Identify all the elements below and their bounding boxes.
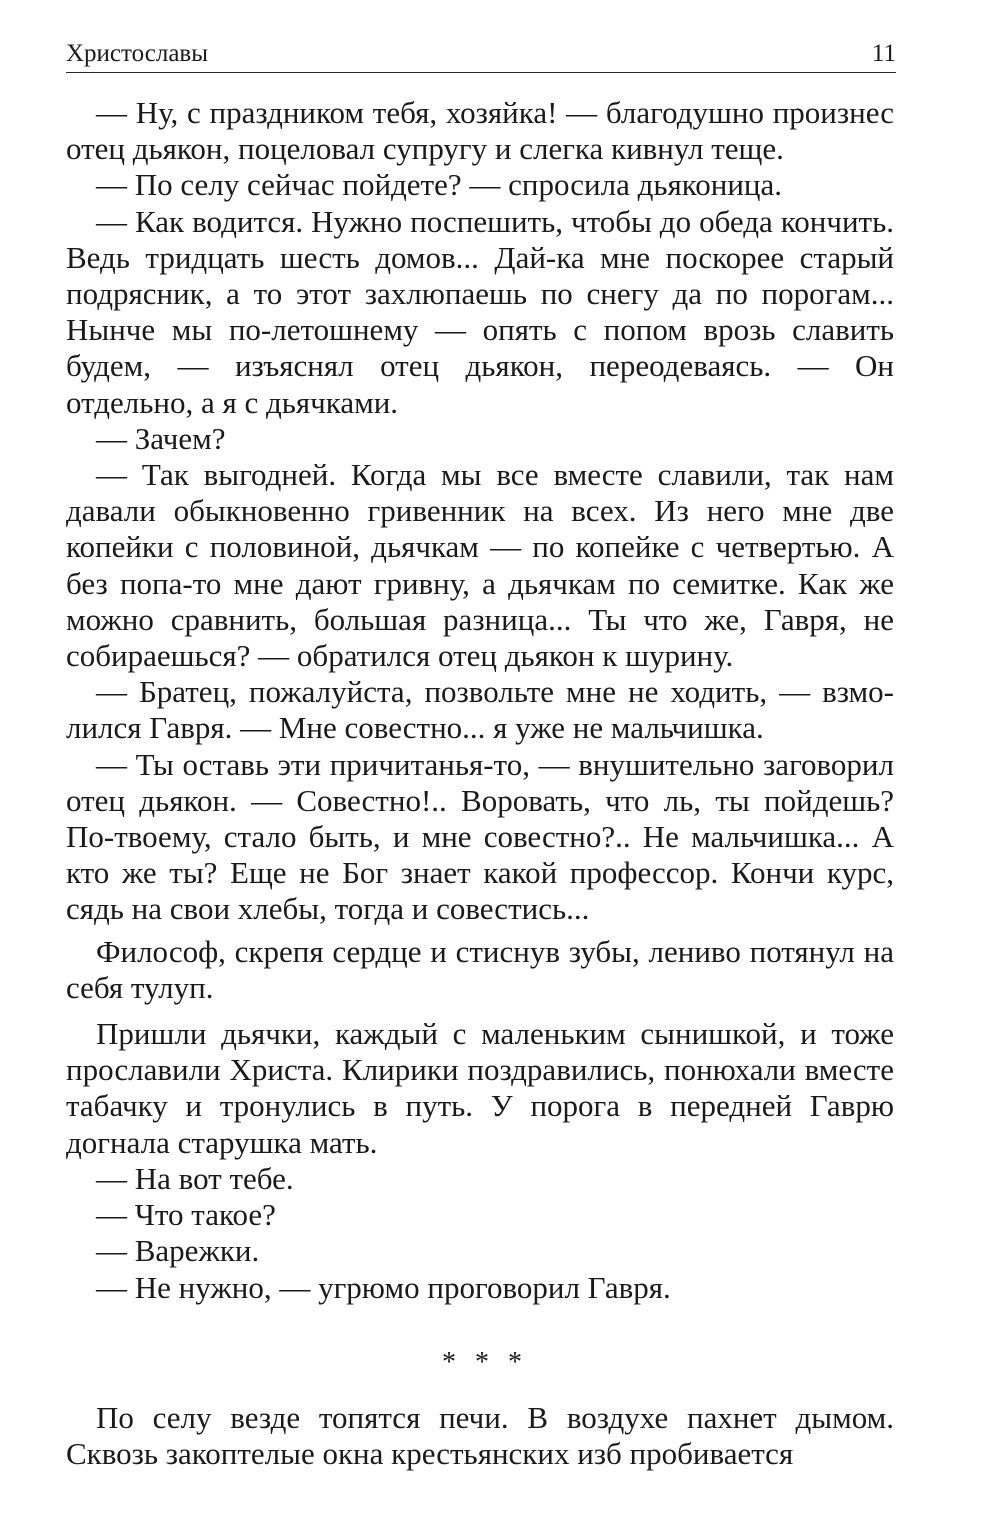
paragraph: — Ты оставь эти причитанья-то, — внушительно заговорил отец дьякон. — Совестно!.. Воровать, что ль, ты пойдешь? По-твоему, стало быть, и мне совестно?.. Не мальчишка... А кто же ты? Еще не Бог знает какой профессор. Кончи курс, сядь на свои хлебы, тогда и совестись... xyxy=(66,746,894,927)
body-text xyxy=(66,95,894,1472)
paragraph: — Братец, пожалуйста, позвольте мне не ходить, — взмолился Гавря. — Мне совестно... я уже не мальчишка. xyxy=(66,674,894,746)
paragraph: — Ну, с праздником тебя, хозяйка! — благодушно произнес отец дьякон, поцеловал супругу и слегка кивнул теще. xyxy=(66,95,894,167)
paragraph: — Что такое? xyxy=(96,1197,276,1233)
running-title: Христославы xyxy=(66,40,209,67)
paragraph: — На вот тебе. xyxy=(96,1160,294,1196)
paragraph: Пришли дьячки, каждый с маленьким сынишкой, и тоже прославили Христа. Клирики поздравились, понюхали вместе табачку и тронулись в путь. У порога в передней Гаврю догнала старушка мать. xyxy=(66,1016,894,1160)
paragraph: — Так выгодней. Когда мы все вместе славили, так нам давали обыкновенно гривенник на всех. Из него мне две копейки с половиной, дьячкам — по копейке с четвертью. А без попа-то мне дают гривну, а дьячкам по семитке. Как же можно сравнить, большая разница... Ты что же, Гавря, не собираешься? — обратился отец дьякон к шурину. xyxy=(66,457,894,674)
paragraph: По селу везде топятся печи. В воздухе пахнет дымом. Сквозь закоптелые окна крестьянских изб пробивается xyxy=(66,1399,894,1471)
paragraph: — Как водится. Нужно поспешить, чтобы до обеда кончить. Ведь тридцать шесть домов... Дай-ка мне поскорее старый подрясник, а то этот захлюпаешь по снегу да по порогам... Нынче мы по-летошнему — опять с попом врозь славить будем, — изъяснял отец дьякон, переодеваясь. — Он отдельно, а я с дьячками. xyxy=(66,203,894,420)
paragraph: — Варежки. xyxy=(96,1233,260,1269)
section-separator: * * * xyxy=(442,1346,528,1378)
paragraph: Философ, скрепя сердце и стиснув зубы, лениво потянул на себя тулуп. xyxy=(66,933,894,1005)
paragraph: — Зачем? xyxy=(96,420,226,456)
paragraph: — По селу сейчас пойдете? — спросила дьяконица. xyxy=(96,167,783,203)
page-number: 11 xyxy=(871,40,896,67)
paragraph: — Не нужно, — угрюмо проговорил Гавря. xyxy=(96,1269,671,1305)
running-header xyxy=(66,36,896,73)
